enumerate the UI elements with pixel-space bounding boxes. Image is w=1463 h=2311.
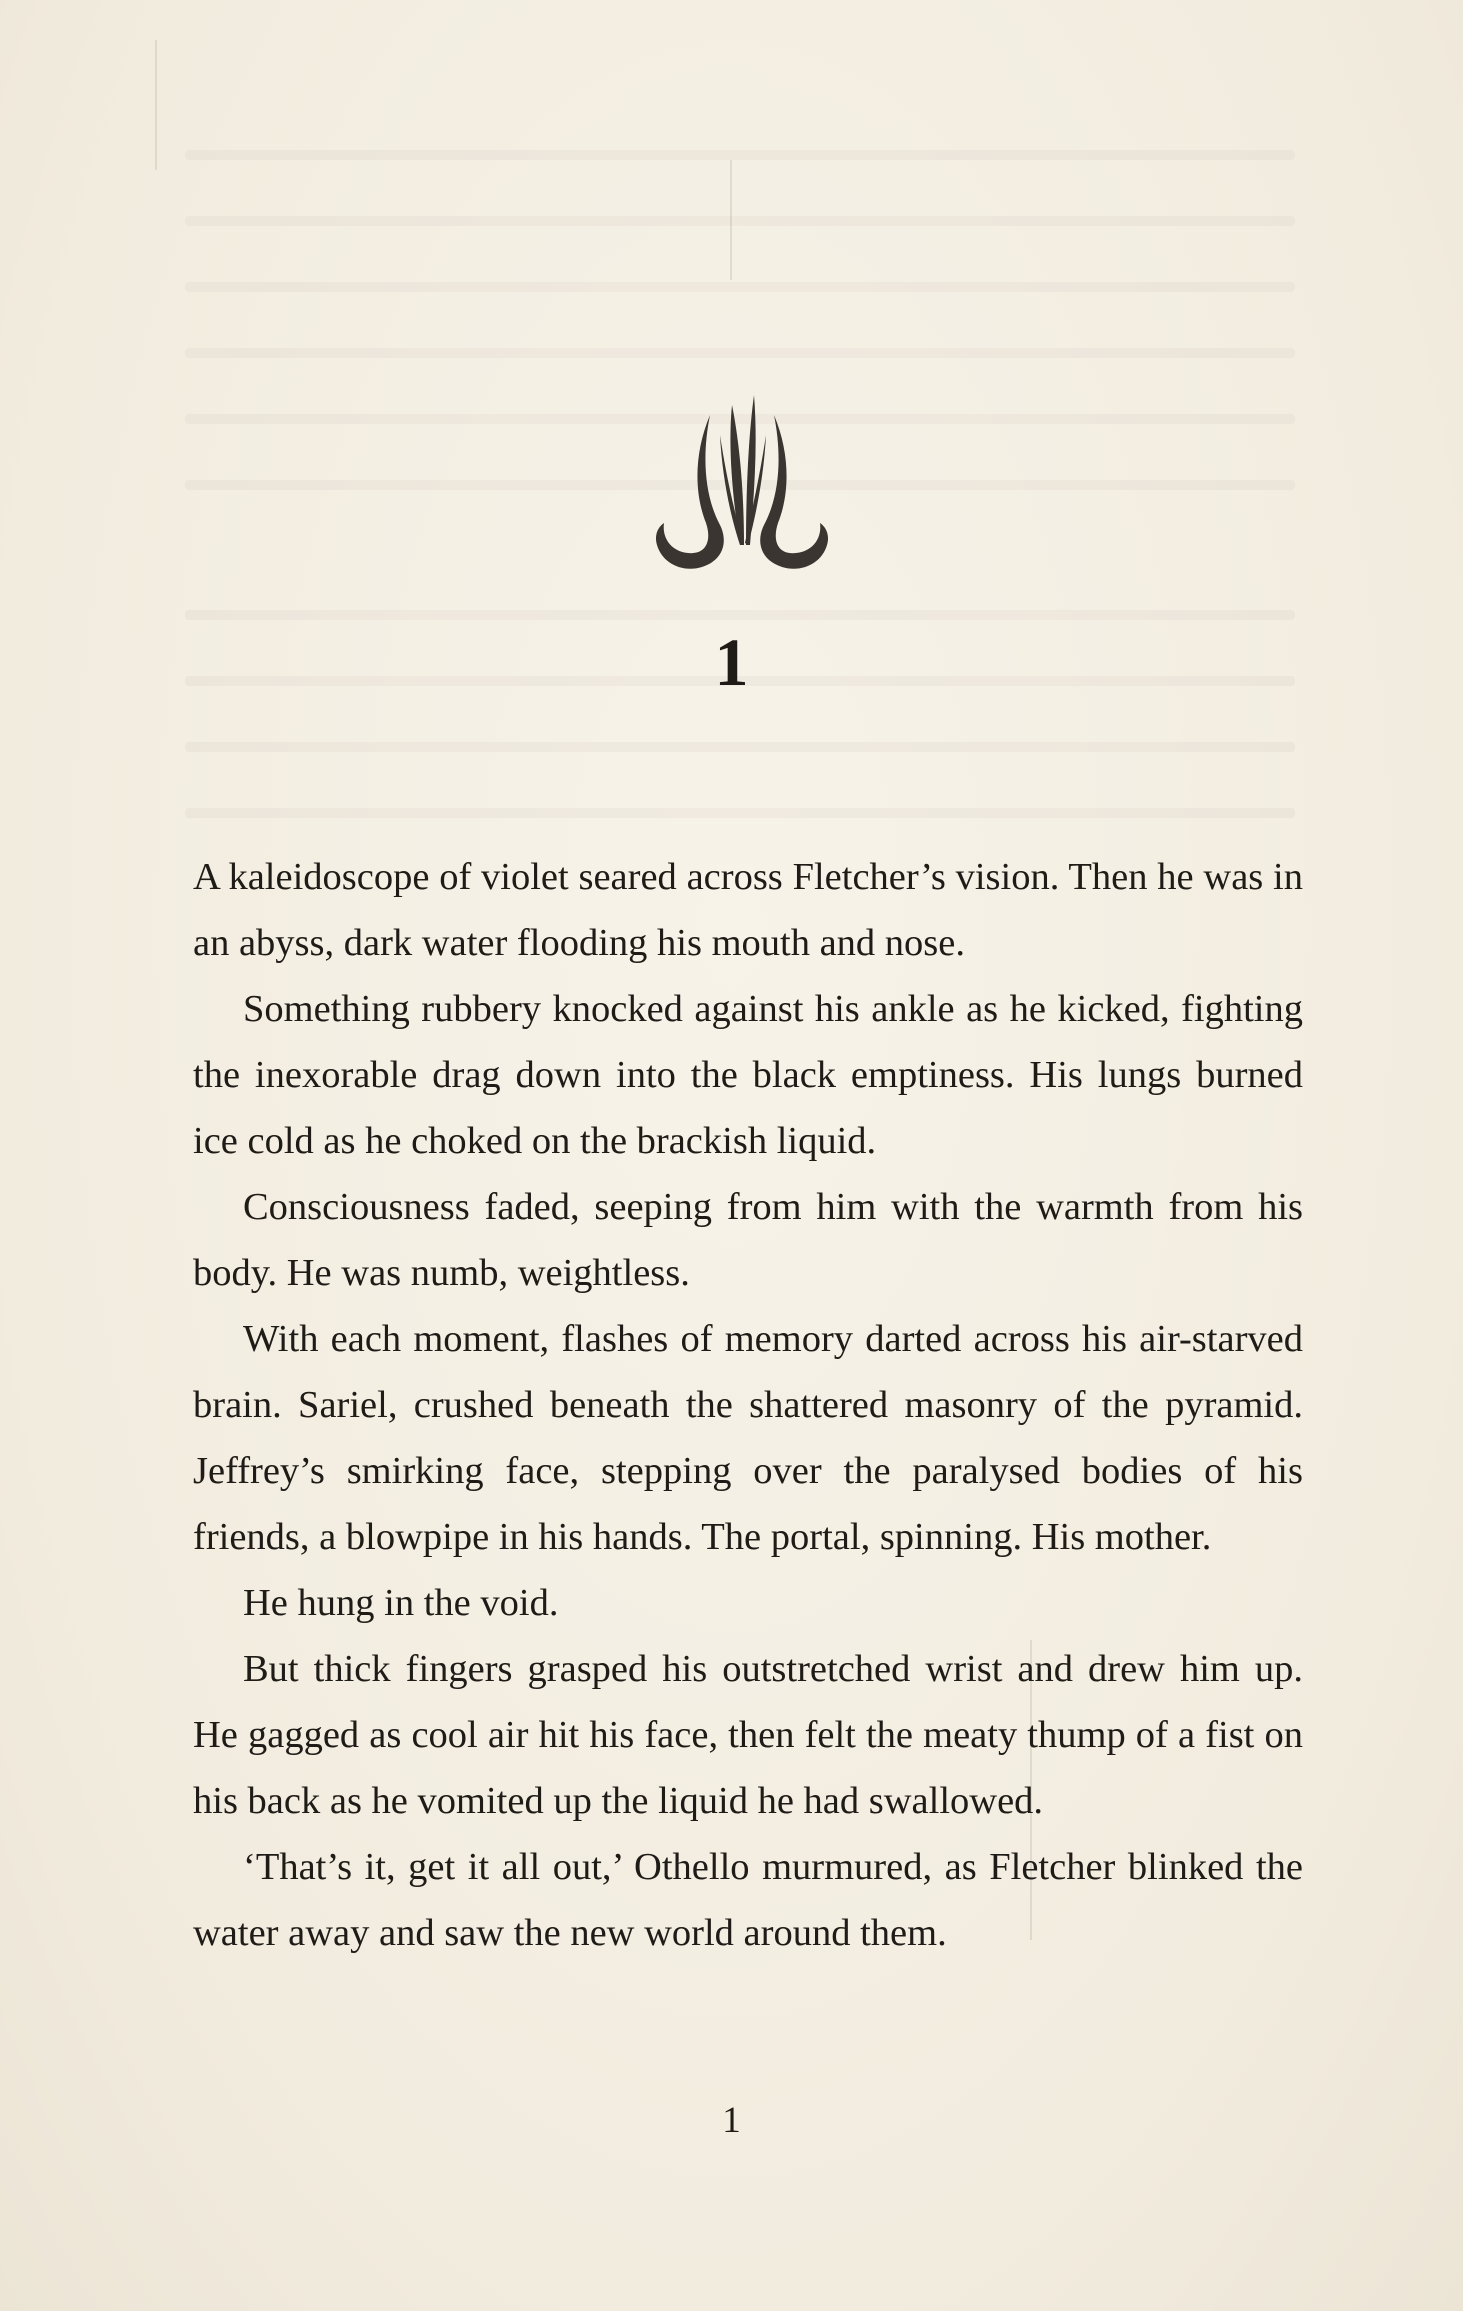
paragraph: ‘That’s it, get it all out,’ Othello murmured, as Fletcher blinked the water away and saw the new world around them. (193, 1846, 1303, 1954)
show-through-line (185, 348, 1295, 358)
show-through-line (185, 808, 1295, 818)
paragraph: He hung in the void. (243, 1582, 559, 1624)
horn-ornament-icon (632, 395, 852, 595)
paragraph: A kaleidoscope of violet seared across Fletcher’s vision. Then he was in an abyss, dark water flooding his mouth and nose. (193, 856, 1303, 964)
paragraph: Something rubbery knocked against his ankle as he kicked, fighting the inexorable drag down into the black emptiness. His lungs burned ice cold as he choked on the brackish liquid. (193, 988, 1303, 1162)
page-crease (155, 40, 157, 170)
show-through-line (185, 610, 1295, 620)
show-through-line (185, 216, 1295, 226)
chapter-number: 1 (714, 624, 749, 700)
paragraph: Consciousness faded, seeping from him with the warmth from his body. He was numb, weightless. (193, 1186, 1303, 1294)
show-through-line (185, 742, 1295, 752)
page-crease (730, 160, 732, 280)
show-through-line (185, 282, 1295, 292)
chapter-body (193, 844, 1303, 1966)
paragraph: But thick fingers grasped his outstretched wrist and drew him up. He gagged as cool air hit his face, then felt the meaty thump of a fist on his back as he vomited up the liquid he had swallowed. (193, 1648, 1303, 1822)
page-number: 1 (722, 2100, 741, 2141)
show-through-line (185, 150, 1295, 160)
paragraph: With each moment, flashes of memory darted across his air-starved brain. Sariel, crushed beneath the shattered masonry of the pyramid. Jeffrey’s smirking face, stepping over the paralysed bodies of his friends, a blowpipe in his hands. The portal, spinning. His mother. (193, 1318, 1303, 1558)
